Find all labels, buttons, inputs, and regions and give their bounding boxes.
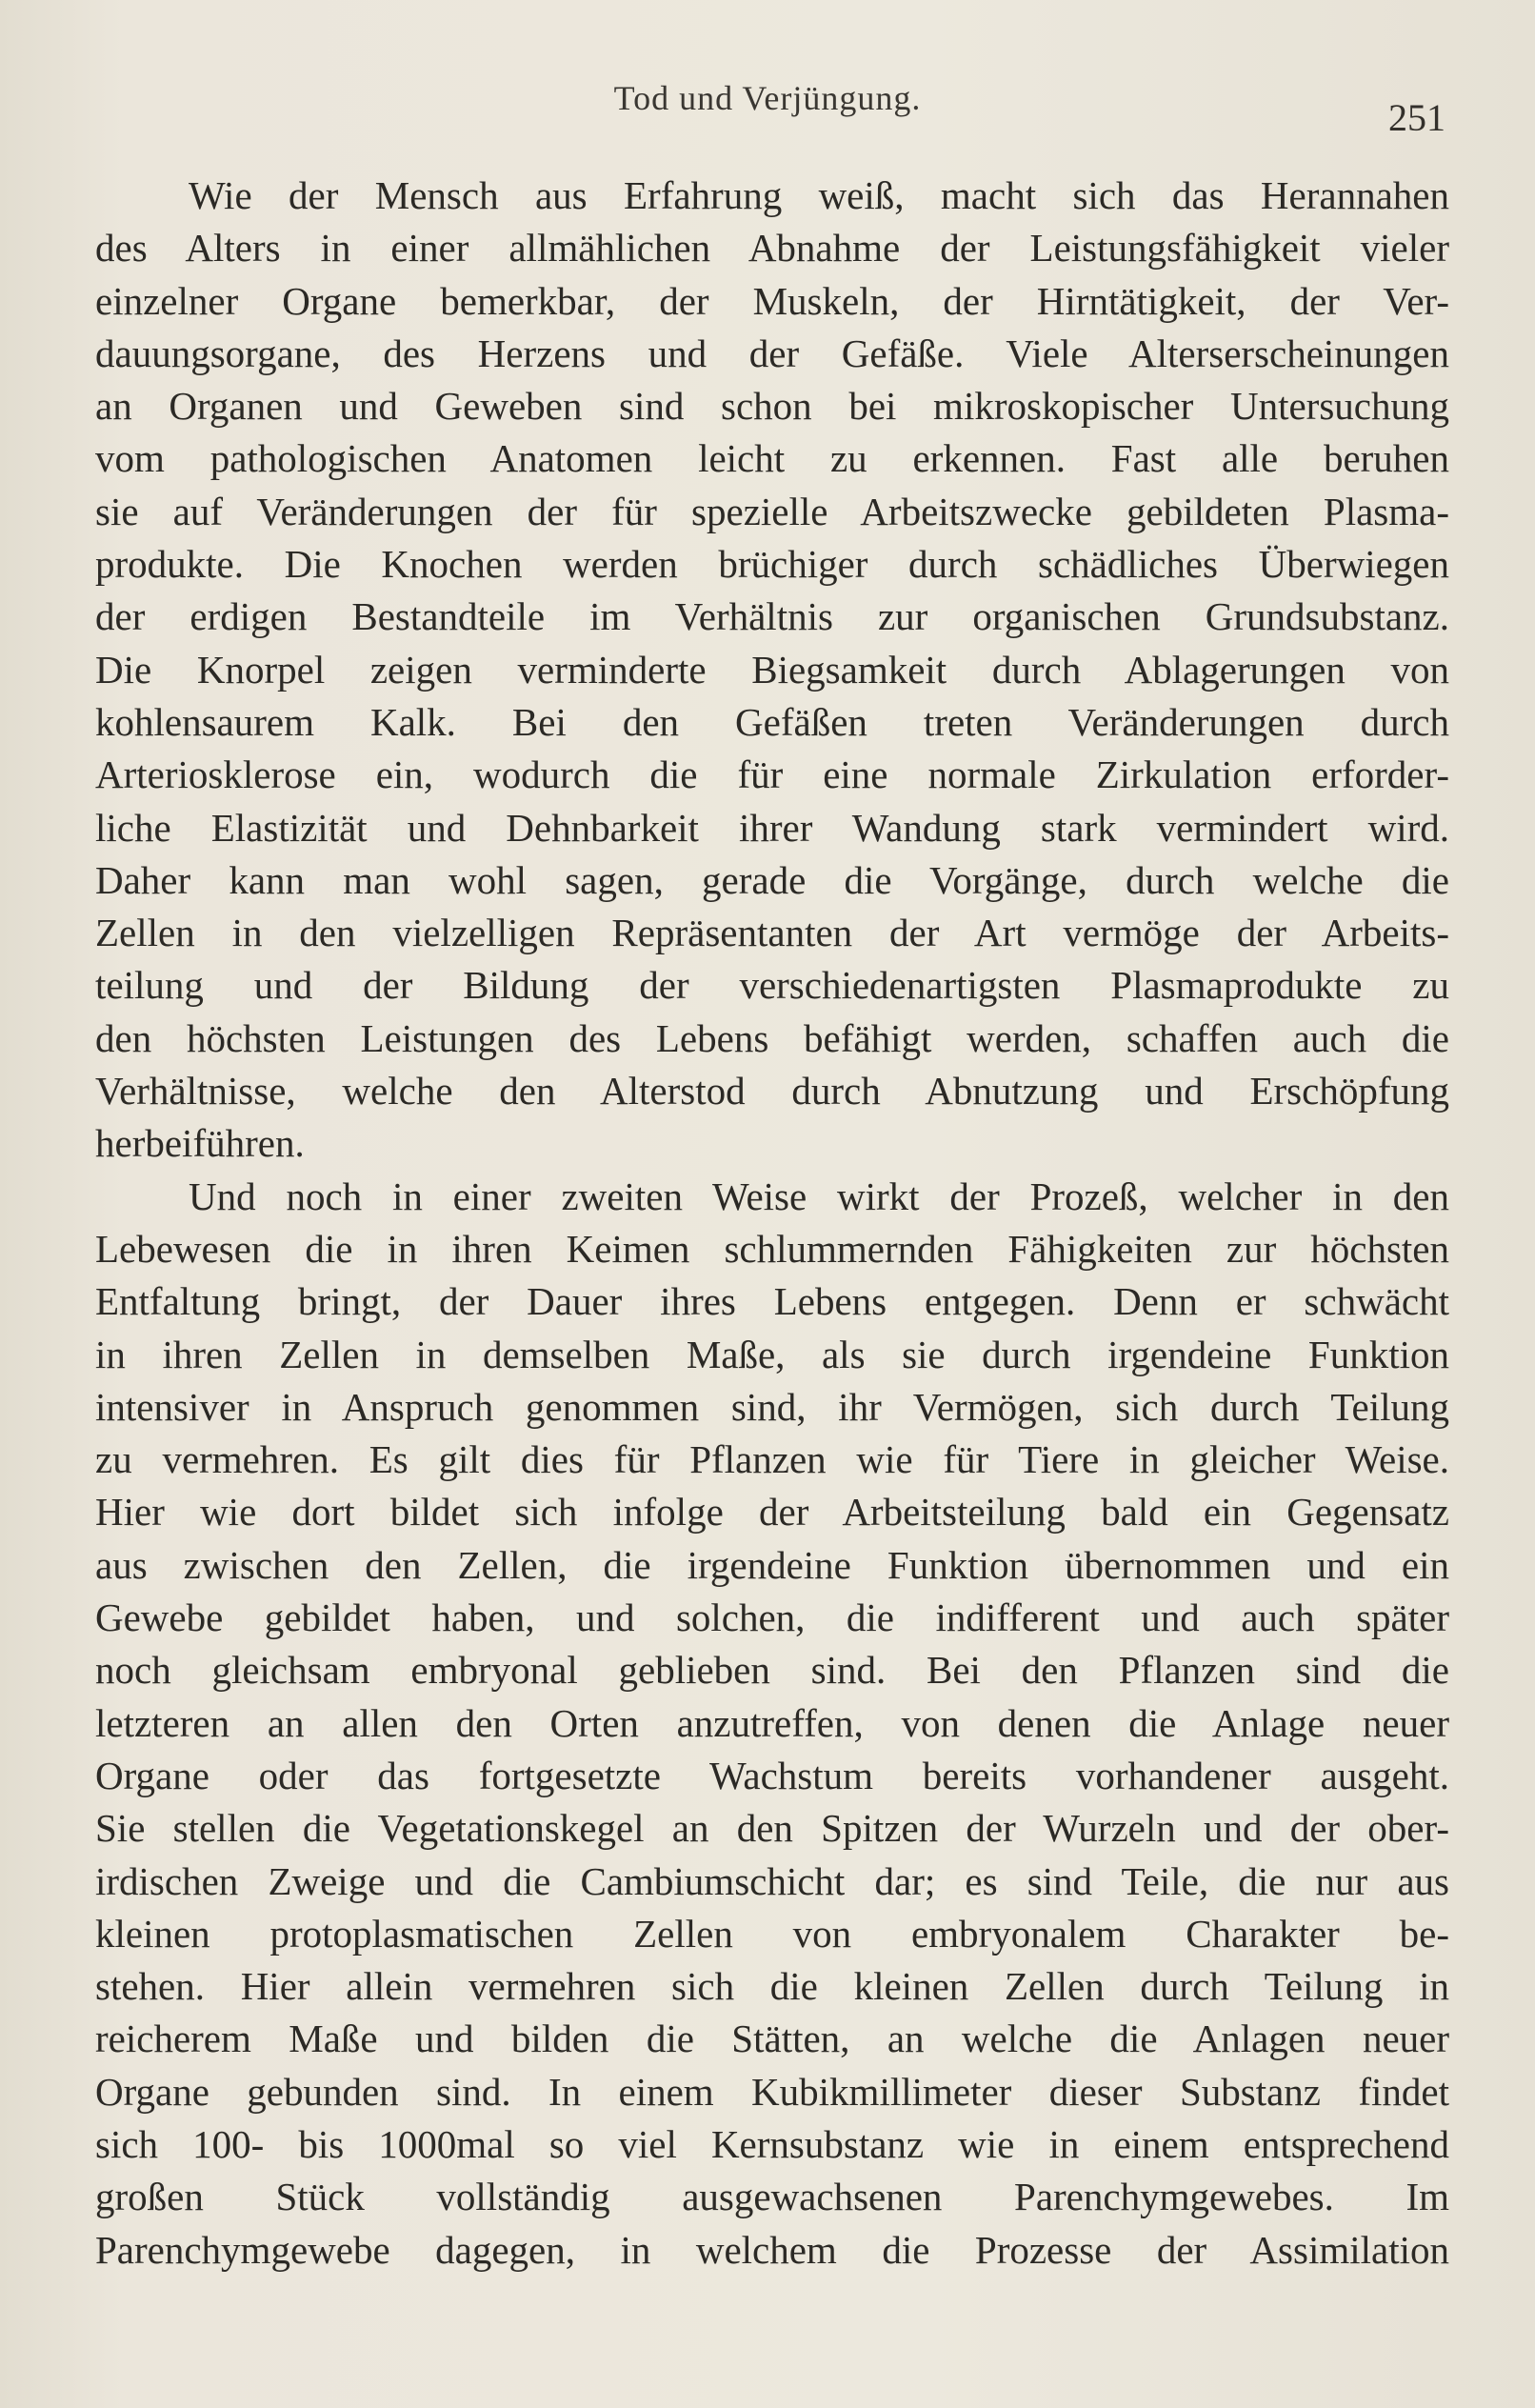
text-line: herbeiführen. [95, 1121, 305, 1166]
text-line: Organe gebunden sind. In einem Kubikmillimeter dieser Substanz findet [95, 2069, 1449, 2114]
text-line: den höchsten Leistungen des Lebens befähigt werden, schaffen auch die [95, 1015, 1449, 1060]
running-title: Tod und Verjüngung. [613, 79, 922, 117]
text-line: liche Elastizität und Dehnbarkeit ihrer Wandung stark vermindert wird. [95, 805, 1449, 850]
text-line: der erdigen Bestandteile im Verhältnis zur organischen Grundsubstanz. [95, 594, 1449, 639]
text-line: intensiver in Anspruch genommen sind, ihr Vermögen, sich durch Teilung [95, 1384, 1449, 1429]
text-line: Verhältnisse, welche den Alterstod durch Abnutzung und Erschöpfung [95, 1069, 1449, 1114]
text-line: Wie der Mensch aus Erfahrung weiß, macht sich das Herannahen [189, 173, 1449, 217]
text-line: kohlensaurem Kalk. Bei den Gefäßen treten Veränderungen durch [95, 699, 1449, 744]
text-line: irdischen Zweige und die Cambiumschicht dar; es sind Teile, die nur aus [95, 1858, 1449, 1903]
text-line: Entfaltung bringt, der Dauer ihres Lebens entgegen. Denn er schwächt [95, 1279, 1449, 1324]
paragraph-1 [95, 170, 1449, 1171]
body-text [95, 170, 1449, 2277]
text-line: produkte. Die Knochen werden brüchiger durch schädliches Überwiegen [95, 542, 1449, 587]
text-line: Hier wie dort bildet sich infolge der Arbeitsteilung bald ein Gegensatz [95, 1490, 1449, 1535]
text-line: Organe oder das fortgesetzte Wachstum bereits vorhandener ausgeht. [95, 1753, 1449, 1797]
text-line: dauungsorgane, des Herzens und der Gefäße. Viele Alterserscheinungen [95, 331, 1449, 375]
text-line: Parenchymgewebe dagegen, in welchem die Prozesse der Assimilation [95, 2227, 1449, 2272]
paragraph-2 [95, 1171, 1449, 2277]
text-line: Arteriosklerose ein, wodurch die für eine normale Zirkulation erforder- [95, 752, 1449, 797]
text-line: sie auf Veränderungen der für spezielle Arbeitszwecke gebildeten Plasma- [95, 489, 1449, 533]
text-line: zu vermehren. Es gilt dies für Pflanzen wie für Tiere in gleicher Weise. [95, 1437, 1449, 1482]
text-line: reicherem Maße und bilden die Stätten, an welche die Anlagen neuer [95, 2017, 1449, 2061]
text-line: Lebewesen die in ihren Keimen schlummernden Fähigkeiten zur höchsten [95, 1226, 1449, 1271]
text-line: Gewebe gebildet haben, und solchen, die indifferent und auch später [95, 1595, 1449, 1640]
text-line: einzelner Organe bemerkbar, der Muskeln, der Hirntätigkeit, der Ver- [95, 278, 1449, 323]
text-line: noch gleichsam embryonal geblieben sind. Bei den Pflanzen sind die [95, 1648, 1449, 1693]
text-line: stehen. Hier allein vermehren sich die kleinen Zellen durch Teilung in [95, 1964, 1449, 2009]
text-line: Daher kann man wohl sagen, gerade die Vorgänge, durch welche die [95, 857, 1449, 902]
text-line: teilung und der Bildung der verschiedenartigsten Plasmaprodukte zu [95, 963, 1449, 1008]
text-line: großen Stück vollständig ausgewachsenen Parenchymgewebes. Im [95, 2175, 1449, 2219]
text-line: des Alters in einer allmählichen Abnahme der Leistungsfähigkeit vieler [95, 226, 1449, 271]
text-line: letzteren an allen den Orten anzutreffen, von denen die Anlage neuer [95, 1700, 1449, 1745]
text-line: aus zwischen den Zellen, die irgendeine Funktion übernommen und ein [95, 1542, 1449, 1587]
text-line: Zellen in den vielzelligen Repräsentanten der Art vermöge der Arbeits- [95, 911, 1449, 955]
text-line: vom pathologischen Anatomen leicht zu erkennen. Fast alle beruhen [95, 436, 1449, 481]
text-line: Und noch in einer zweiten Weise wirkt der Prozeß, welcher in den [189, 1174, 1449, 1218]
text-line: sich 100- bis 1000mal so viel Kernsubstanz wie in einem entsprechend [95, 2121, 1449, 2166]
text-line: an Organen und Geweben sind schon bei mikroskopischer Untersuchung [95, 384, 1449, 429]
text-line: in ihren Zellen in demselben Maße, als sie durch irgendeine Funktion [95, 1332, 1449, 1376]
text-line: Sie stellen die Vegetationskegel an den Spitzen der Wurzeln und der ober- [95, 1806, 1449, 1851]
text-line: Die Knorpel zeigen verminderte Biegsamkeit durch Ablagerungen von [95, 647, 1449, 692]
text-line: kleinen protoplasmatischen Zellen von embryonalem Charakter be- [95, 1911, 1449, 1956]
page-number: 251 [1388, 96, 1445, 139]
